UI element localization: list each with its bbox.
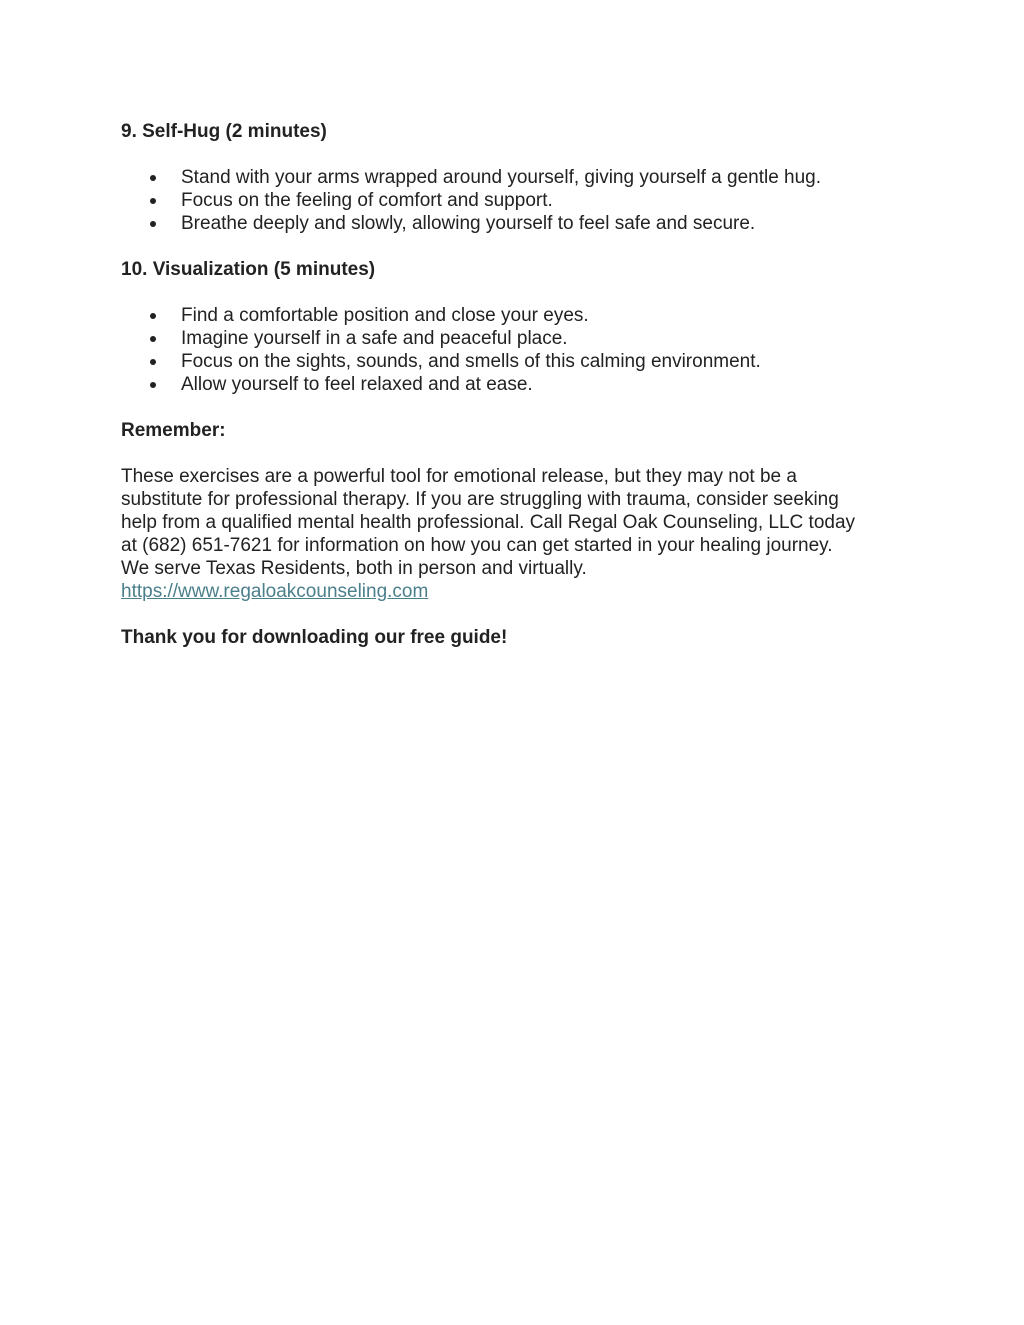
- list-item: Breathe deeply and slowly, allowing yourself to feel safe and secure.: [121, 212, 911, 235]
- bullet-icon: [150, 359, 156, 365]
- list-item: Imagine yourself in a safe and peaceful place.: [121, 327, 911, 350]
- section-heading-visualization: 10. Visualization (5 minutes): [121, 259, 376, 280]
- paragraph-line: These exercises are a powerful tool for emotional release, but they may not be a: [121, 466, 797, 487]
- paragraph-line: substitute for professional therapy. If you are struggling with trauma, consider seeking: [121, 489, 839, 510]
- spacer: [121, 603, 911, 626]
- bullet-icon: [150, 198, 156, 204]
- section-heading-self-hug: 9. Self-Hug (2 minutes): [121, 121, 327, 142]
- remember-paragraph: [121, 465, 911, 603]
- self-hug-list: [121, 166, 911, 235]
- list-item: Focus on the sights, sounds, and smells of this calming environment.: [121, 350, 911, 373]
- list-item: Focus on the feeling of comfort and support.: [121, 189, 911, 212]
- bullet-icon: [150, 221, 156, 227]
- bullet-icon: [150, 313, 156, 319]
- list-item: Stand with your arms wrapped around yourself, giving yourself a gentle hug.: [121, 166, 911, 189]
- list-item: Allow yourself to feel relaxed and at ease.: [121, 373, 911, 396]
- visualization-list: [121, 304, 911, 396]
- paragraph-line: help from a qualified mental health professional. Call Regal Oak Counseling, LLC today: [121, 512, 856, 533]
- bullet-icon: [150, 382, 156, 388]
- document-content: [121, 120, 911, 649]
- website-link[interactable]: https://www.regaloakcounseling.com: [121, 581, 429, 602]
- spacer: [121, 442, 911, 465]
- remember-heading: Remember:: [121, 420, 226, 441]
- bullet-icon: [150, 175, 156, 181]
- paragraph-line: We serve Texas Residents, both in person and virtually.: [121, 558, 587, 579]
- list-item: Find a comfortable position and close your eyes.: [121, 304, 911, 327]
- bullet-icon: [150, 336, 156, 342]
- closing-message: Thank you for downloading our free guide!: [121, 627, 508, 648]
- paragraph-line: at (682) 651-7621 for information on how you can get started in your healing journey.: [121, 535, 833, 556]
